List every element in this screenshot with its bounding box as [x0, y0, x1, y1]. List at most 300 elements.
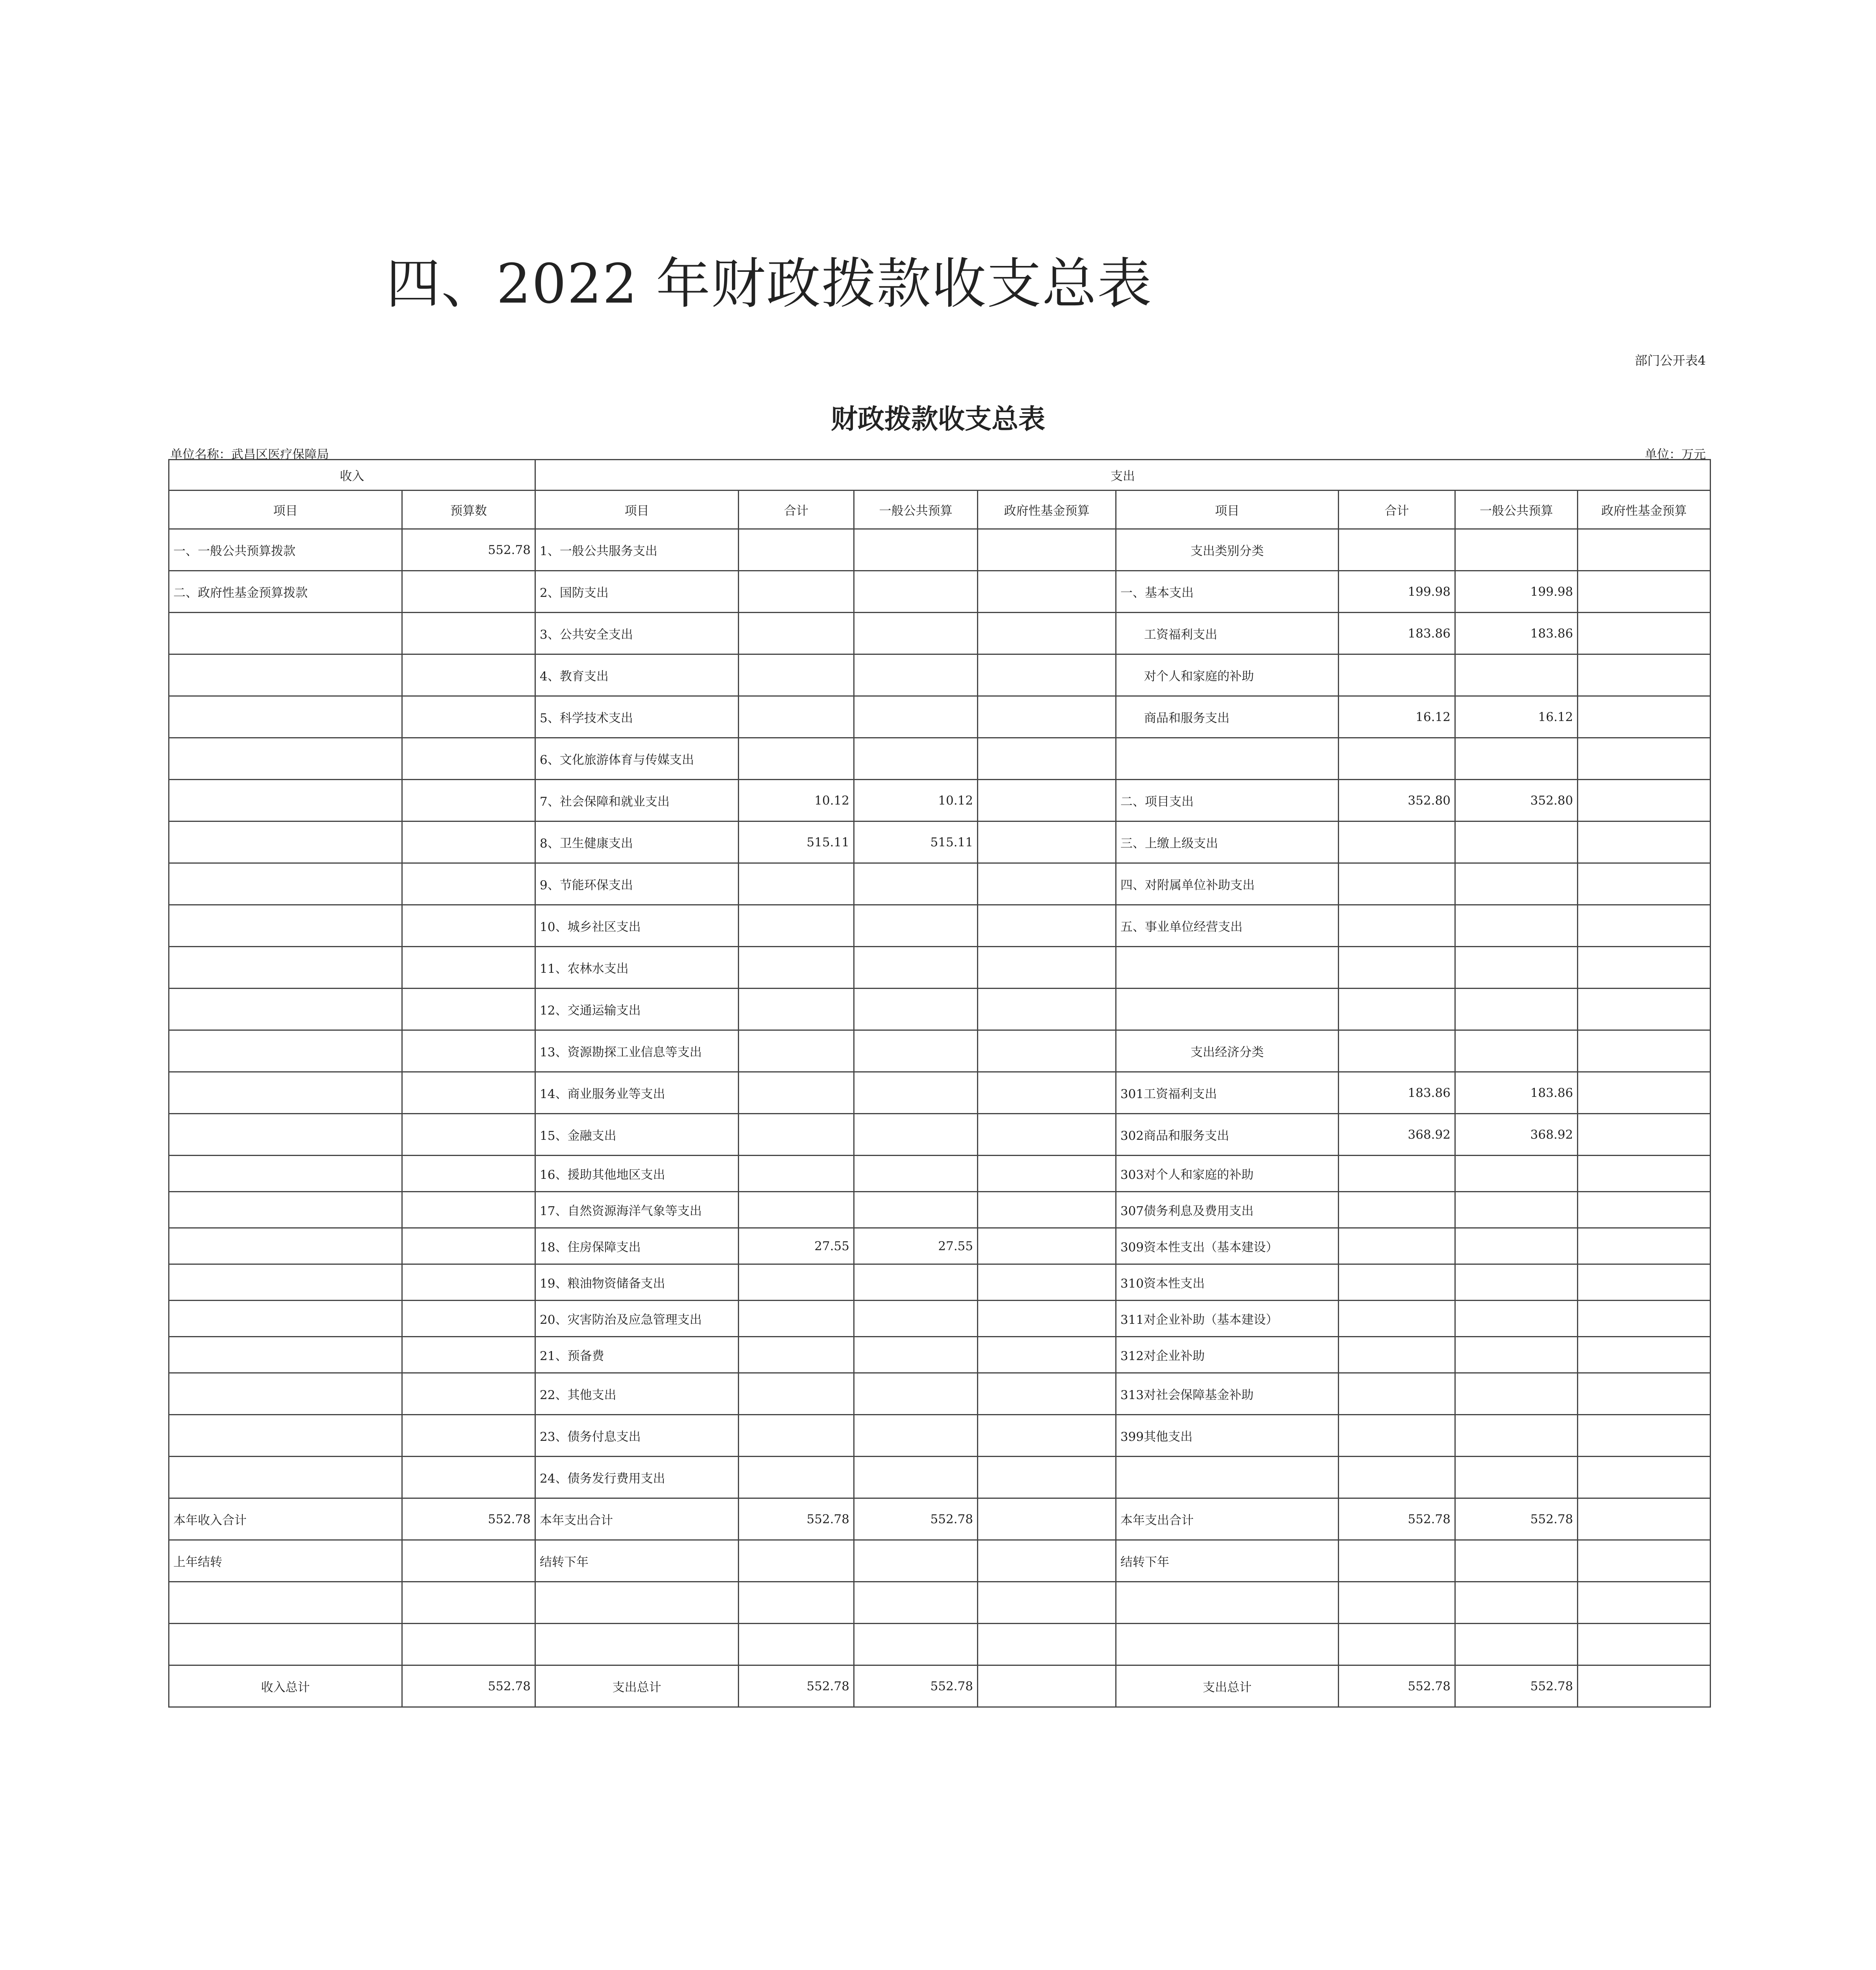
cell-cat-general: 183.86: [1455, 613, 1578, 654]
cell-income-item: [169, 738, 402, 780]
cell-cat-item: [1116, 947, 1339, 989]
cell-income-item: [169, 989, 402, 1030]
cell-cat-fund: [1578, 905, 1711, 947]
cell-func-item: 13、资源勘探工业信息等支出: [535, 1030, 739, 1072]
table-row: [169, 1264, 1711, 1301]
cell-func-item: 9、节能环保支出: [535, 863, 739, 905]
col-header-cat-total: 合计: [1339, 491, 1455, 529]
cell-func-total: [739, 1301, 854, 1337]
cell-cat-total: [1339, 1582, 1455, 1624]
cell-income-amount: 552.78: [402, 529, 535, 571]
cell-func-fund: [978, 738, 1116, 780]
cell-cat-item: 310资本性支出: [1116, 1264, 1339, 1301]
table-row: [169, 696, 1711, 738]
cell-func-item: 10、城乡社区支出: [535, 905, 739, 947]
cell-cat-fund: [1578, 1030, 1711, 1072]
cell-func-total: [739, 1192, 854, 1228]
unit-name: 单位名称：武昌区医疗保障局: [170, 448, 329, 462]
table-row: [169, 821, 1711, 863]
cell-cat-general: [1455, 1415, 1578, 1457]
cell-income-amount: [402, 1192, 535, 1228]
cell-func-total: [739, 989, 854, 1030]
cell-func-fund: [978, 905, 1116, 947]
cell-cat-total: [1339, 821, 1455, 863]
cell-income-amount: [402, 571, 535, 613]
cell-func-general: [854, 571, 978, 613]
cell-cat-total: 183.86: [1339, 613, 1455, 654]
cell-cat-total: [1339, 1192, 1455, 1228]
column-header-row: [169, 491, 1711, 529]
cell-cat-total: [1339, 1457, 1455, 1498]
cell-income-item: 上年结转: [169, 1540, 402, 1582]
cell-cat-item: 本年支出合计: [1116, 1498, 1339, 1540]
cell-cat-total: [1339, 1415, 1455, 1457]
cell-func-fund: [978, 571, 1116, 613]
cell-cat-general: [1455, 863, 1578, 905]
cell-income-amount: [402, 780, 535, 821]
cell-cat-fund: [1578, 989, 1711, 1030]
cell-income-amount: [402, 1415, 535, 1457]
cell-cat-item: 301工资福利支出: [1116, 1072, 1339, 1114]
cell-func-general: [854, 1264, 978, 1301]
cell-cat-general: [1455, 1301, 1578, 1337]
cell-cat-total: [1339, 1156, 1455, 1192]
cell-cat-total: 552.78: [1339, 1665, 1455, 1707]
cell-func-total: [739, 1373, 854, 1415]
col-header-func-total: 合计: [739, 491, 854, 529]
cell-func-fund: [978, 696, 1116, 738]
table-row: [169, 613, 1711, 654]
cell-func-item: 1、一般公共服务支出: [535, 529, 739, 571]
table-row: [169, 905, 1711, 947]
cell-func-general: [854, 738, 978, 780]
cell-income-amount: [402, 1624, 535, 1665]
cell-func-item: [535, 1582, 739, 1624]
cell-cat-general: [1455, 1582, 1578, 1624]
cell-func-item: 16、援助其他地区支出: [535, 1156, 739, 1192]
cell-cat-item: 399其他支出: [1116, 1415, 1339, 1457]
cell-func-fund: [978, 821, 1116, 863]
cell-cat-fund: [1578, 1072, 1711, 1114]
cell-func-fund: [978, 1415, 1116, 1457]
col-header-func-fund: 政府性基金预算: [978, 491, 1116, 529]
cell-func-total: [739, 1415, 854, 1457]
table-row: [169, 1072, 1711, 1114]
table-row: [169, 1624, 1711, 1665]
cell-func-fund: [978, 1457, 1116, 1498]
cell-cat-fund: [1578, 1498, 1711, 1540]
cell-func-item: 14、商业服务业等支出: [535, 1072, 739, 1114]
cell-cat-fund: [1578, 1337, 1711, 1373]
cell-func-item: 12、交通运输支出: [535, 989, 739, 1030]
table-row: [169, 571, 1711, 613]
cell-func-total: [739, 1030, 854, 1072]
table-row: [169, 1337, 1711, 1373]
cell-func-general: [854, 1415, 978, 1457]
cell-cat-general: [1455, 1624, 1578, 1665]
income-header: 收入: [169, 460, 535, 491]
cell-cat-total: [1339, 1624, 1455, 1665]
cell-cat-item: [1116, 1457, 1339, 1498]
cell-cat-general: [1455, 947, 1578, 989]
cell-cat-fund: [1578, 529, 1711, 571]
cell-cat-general: 552.78: [1455, 1498, 1578, 1540]
cell-func-total: [739, 1114, 854, 1156]
cell-income-amount: [402, 1540, 535, 1582]
cell-cat-general: 552.78: [1455, 1665, 1578, 1707]
cell-cat-general: [1455, 905, 1578, 947]
cell-cat-item: 311对企业补助（基本建设）: [1116, 1301, 1339, 1337]
cell-func-item: 支出总计: [535, 1665, 739, 1707]
cell-func-fund: [978, 1337, 1116, 1373]
cell-func-item: 17、自然资源海洋气象等支出: [535, 1192, 739, 1228]
cell-func-fund: [978, 1072, 1116, 1114]
cell-cat-general: [1455, 1228, 1578, 1264]
cell-func-general: [854, 654, 978, 696]
cell-func-item: 3、公共安全支出: [535, 613, 739, 654]
cell-func-item: 18、住房保障支出: [535, 1228, 739, 1264]
cell-cat-general: [1455, 529, 1578, 571]
cell-cat-fund: [1578, 1301, 1711, 1337]
cell-cat-item: 302商品和服务支出: [1116, 1114, 1339, 1156]
cell-income-amount: [402, 1072, 535, 1114]
cell-income-item: [169, 1624, 402, 1665]
cell-func-total: [739, 1072, 854, 1114]
table-row: [169, 1415, 1711, 1457]
cell-cat-item: 对个人和家庭的补助: [1116, 654, 1339, 696]
table-row: [169, 1582, 1711, 1624]
col-header-income-item: 项目: [169, 491, 402, 529]
cell-cat-item: 商品和服务支出: [1116, 696, 1339, 738]
cell-func-general: [854, 905, 978, 947]
cell-cat-fund: [1578, 1156, 1711, 1192]
cell-income-item: [169, 1192, 402, 1228]
cell-func-fund: [978, 1624, 1116, 1665]
table-row: [169, 1540, 1711, 1582]
col-header-cat-general: 一般公共预算: [1455, 491, 1578, 529]
cell-cat-total: [1339, 529, 1455, 571]
cell-cat-fund: [1578, 696, 1711, 738]
cell-func-total: [739, 613, 854, 654]
cell-func-fund: [978, 1498, 1116, 1540]
cell-cat-general: [1455, 1030, 1578, 1072]
cell-cat-item: 支出总计: [1116, 1665, 1339, 1707]
cell-cat-item: 支出类别分类: [1116, 529, 1339, 571]
cell-income-amount: [402, 863, 535, 905]
cell-func-fund: [978, 1540, 1116, 1582]
cell-income-amount: [402, 1301, 535, 1337]
cell-func-total: [739, 947, 854, 989]
cell-cat-fund: [1578, 1665, 1711, 1707]
cell-income-amount: [402, 696, 535, 738]
cell-func-fund: [978, 529, 1116, 571]
cell-func-total: 27.55: [739, 1228, 854, 1264]
cell-func-fund: [978, 1582, 1116, 1624]
cell-income-item: [169, 696, 402, 738]
cell-func-fund: [978, 654, 1116, 696]
cell-income-item: [169, 1072, 402, 1114]
cell-cat-item: [1116, 1624, 1339, 1665]
cell-income-amount: [402, 905, 535, 947]
cell-func-fund: [978, 1156, 1116, 1192]
cell-income-amount: 552.78: [402, 1665, 535, 1707]
cell-func-general: [854, 613, 978, 654]
cell-func-fund: [978, 1030, 1116, 1072]
cell-cat-item: [1116, 1582, 1339, 1624]
cell-func-general: 515.11: [854, 821, 978, 863]
table-row: [169, 1498, 1711, 1540]
table-row: [169, 1301, 1711, 1337]
cell-income-amount: [402, 989, 535, 1030]
cell-func-fund: [978, 1114, 1116, 1156]
cell-func-fund: [978, 1192, 1116, 1228]
cell-cat-total: [1339, 905, 1455, 947]
cell-income-amount: [402, 654, 535, 696]
col-header-cat-item: 项目: [1116, 491, 1339, 529]
budget-summary-table: [168, 459, 1711, 1708]
cell-cat-general: 16.12: [1455, 696, 1578, 738]
cell-func-general: 10.12: [854, 780, 978, 821]
cell-cat-item: 313对社会保障基金补助: [1116, 1373, 1339, 1415]
table-row: [169, 1192, 1711, 1228]
cell-func-general: [854, 1540, 978, 1582]
table-row: [169, 989, 1711, 1030]
cell-income-item: 一、一般公共预算拨款: [169, 529, 402, 571]
cell-income-item: 本年收入合计: [169, 1498, 402, 1540]
cell-func-total: [739, 1457, 854, 1498]
cell-cat-item: 307债务利息及费用支出: [1116, 1192, 1339, 1228]
table-row: [169, 1457, 1711, 1498]
cell-cat-item: 一、基本支出: [1116, 571, 1339, 613]
cell-func-total: [739, 571, 854, 613]
cell-func-total: [739, 1582, 854, 1624]
cell-func-general: 552.78: [854, 1665, 978, 1707]
cell-income-item: [169, 1373, 402, 1415]
cell-func-item: 4、教育支出: [535, 654, 739, 696]
cell-func-item: 23、债务付息支出: [535, 1415, 739, 1457]
cell-cat-general: 199.98: [1455, 571, 1578, 613]
cell-func-general: [854, 1072, 978, 1114]
cell-func-general: [854, 1624, 978, 1665]
cell-cat-general: 352.80: [1455, 780, 1578, 821]
cell-income-item: [169, 821, 402, 863]
table-row: [169, 1228, 1711, 1264]
cell-income-amount: [402, 1264, 535, 1301]
cell-func-item: 8、卫生健康支出: [535, 821, 739, 863]
cell-func-item: 11、农林水支出: [535, 947, 739, 989]
cell-cat-total: 368.92: [1339, 1114, 1455, 1156]
cell-income-amount: [402, 1030, 535, 1072]
section-header-row: [169, 460, 1711, 491]
cell-func-total: [739, 863, 854, 905]
cell-cat-general: [1455, 1373, 1578, 1415]
cell-cat-item: [1116, 738, 1339, 780]
cell-cat-total: 183.86: [1339, 1072, 1455, 1114]
cell-cat-total: [1339, 1373, 1455, 1415]
cell-cat-total: [1339, 1337, 1455, 1373]
cell-cat-general: [1455, 654, 1578, 696]
cell-income-amount: 552.78: [402, 1498, 535, 1540]
cell-income-item: [169, 780, 402, 821]
table-row: [169, 1156, 1711, 1192]
cell-income-amount: [402, 738, 535, 780]
cell-cat-fund: [1578, 1457, 1711, 1498]
cell-func-total: 552.78: [739, 1665, 854, 1707]
cell-cat-general: 368.92: [1455, 1114, 1578, 1156]
table-row: [169, 738, 1711, 780]
col-header-cat-fund: 政府性基金预算: [1578, 491, 1711, 529]
cell-func-item: 7、社会保障和就业支出: [535, 780, 739, 821]
table-row: [169, 863, 1711, 905]
table-row: [169, 1030, 1711, 1072]
cell-cat-fund: [1578, 1192, 1711, 1228]
col-header-func-item: 项目: [535, 491, 739, 529]
col-header-income-budget: 预算数: [402, 491, 535, 529]
cell-func-general: [854, 1582, 978, 1624]
cell-func-general: [854, 1373, 978, 1415]
cell-func-general: [854, 1114, 978, 1156]
cell-cat-total: [1339, 1228, 1455, 1264]
cell-cat-general: [1455, 738, 1578, 780]
cell-func-general: [854, 1457, 978, 1498]
cell-func-fund: [978, 947, 1116, 989]
cell-income-item: [169, 1337, 402, 1373]
cell-func-total: [739, 529, 854, 571]
cell-func-item: 19、粮油物资储备支出: [535, 1264, 739, 1301]
cell-func-item: 24、债务发行费用支出: [535, 1457, 739, 1498]
cell-income-amount: [402, 1582, 535, 1624]
cell-cat-fund: [1578, 613, 1711, 654]
cell-income-amount: [402, 1228, 535, 1264]
cell-cat-total: [1339, 1540, 1455, 1582]
cell-income-item: [169, 1301, 402, 1337]
cell-cat-fund: [1578, 1540, 1711, 1582]
unit-label: 单位：万元: [1645, 448, 1706, 462]
table-title: 财政拨款收支总表: [830, 404, 1045, 435]
cell-func-general: 27.55: [854, 1228, 978, 1264]
cell-cat-general: 183.86: [1455, 1072, 1578, 1114]
cell-cat-fund: [1578, 1415, 1711, 1457]
cell-cat-item: 四、对附属单位补助支出: [1116, 863, 1339, 905]
cell-cat-fund: [1578, 1114, 1711, 1156]
cell-income-item: 二、政府性基金预算拨款: [169, 571, 402, 613]
cell-func-total: 552.78: [739, 1498, 854, 1540]
cell-func-total: [739, 1540, 854, 1582]
cell-func-item: [535, 1624, 739, 1665]
cell-func-total: [739, 905, 854, 947]
table-row: [169, 654, 1711, 696]
cell-cat-total: [1339, 1030, 1455, 1072]
cell-func-total: 515.11: [739, 821, 854, 863]
cell-cat-item: 工资福利支出: [1116, 613, 1339, 654]
cell-func-total: [739, 696, 854, 738]
cell-func-fund: [978, 613, 1116, 654]
cell-cat-item: 309资本性支出（基本建设）: [1116, 1228, 1339, 1264]
cell-func-fund: [978, 1373, 1116, 1415]
cell-income-amount: [402, 1156, 535, 1192]
cell-cat-total: [1339, 1264, 1455, 1301]
cell-cat-general: [1455, 1337, 1578, 1373]
table-row: [169, 1665, 1711, 1707]
cell-func-general: [854, 1337, 978, 1373]
cell-income-amount: [402, 1457, 535, 1498]
cell-cat-item: 五、事业单位经营支出: [1116, 905, 1339, 947]
cell-cat-fund: [1578, 1373, 1711, 1415]
cell-cat-total: [1339, 989, 1455, 1030]
cell-cat-general: [1455, 989, 1578, 1030]
cell-income-item: [169, 1415, 402, 1457]
cell-income-item: [169, 1156, 402, 1192]
cell-func-total: [739, 1337, 854, 1373]
table-row: [169, 780, 1711, 821]
cell-func-item: 5、科学技术支出: [535, 696, 739, 738]
cell-cat-item: 结转下年: [1116, 1540, 1339, 1582]
cell-income-item: [169, 1228, 402, 1264]
col-header-func-general: 一般公共预算: [854, 491, 978, 529]
cell-income-item: [169, 947, 402, 989]
cell-cat-item: 303对个人和家庭的补助: [1116, 1156, 1339, 1192]
cell-func-item: 15、金融支出: [535, 1114, 739, 1156]
cell-cat-item: 支出经济分类: [1116, 1030, 1339, 1072]
cell-income-item: [169, 654, 402, 696]
cell-func-general: [854, 1192, 978, 1228]
cell-income-item: 收入总计: [169, 1665, 402, 1707]
cell-func-total: [739, 1624, 854, 1665]
cell-cat-total: 199.98: [1339, 571, 1455, 613]
cell-cat-fund: [1578, 571, 1711, 613]
cell-func-item: 结转下年: [535, 1540, 739, 1582]
cell-func-general: [854, 696, 978, 738]
cell-func-item: 21、预备费: [535, 1337, 739, 1373]
cell-income-item: [169, 1457, 402, 1498]
cell-income-amount: [402, 1373, 535, 1415]
cell-cat-fund: [1578, 780, 1711, 821]
table-row: [169, 1373, 1711, 1415]
table-code: 部门公开表4: [1635, 353, 1706, 368]
cell-func-fund: [978, 780, 1116, 821]
expense-header: 支出: [535, 460, 1711, 491]
cell-cat-fund: [1578, 738, 1711, 780]
cell-cat-total: 552.78: [1339, 1498, 1455, 1540]
cell-cat-item: 三、上缴上级支出: [1116, 821, 1339, 863]
cell-cat-general: [1455, 1192, 1578, 1228]
cell-income-item: [169, 1264, 402, 1301]
cell-func-total: [739, 654, 854, 696]
cell-func-total: [739, 1264, 854, 1301]
cell-func-fund: [978, 1264, 1116, 1301]
cell-cat-fund: [1578, 1228, 1711, 1264]
cell-cat-fund: [1578, 947, 1711, 989]
table-body: [169, 529, 1711, 1707]
cell-func-general: [854, 863, 978, 905]
cell-cat-fund: [1578, 1624, 1711, 1665]
cell-cat-general: [1455, 1457, 1578, 1498]
cell-func-total: 10.12: [739, 780, 854, 821]
cell-func-fund: [978, 1301, 1116, 1337]
cell-cat-item: [1116, 989, 1339, 1030]
cell-func-general: [854, 1030, 978, 1072]
cell-cat-fund: [1578, 863, 1711, 905]
cell-income-amount: [402, 821, 535, 863]
cell-cat-general: [1455, 1540, 1578, 1582]
cell-cat-general: [1455, 1264, 1578, 1301]
cell-cat-fund: [1578, 654, 1711, 696]
cell-func-item: 20、灾害防治及应急管理支出: [535, 1301, 739, 1337]
cell-func-general: [854, 989, 978, 1030]
cell-func-general: 552.78: [854, 1498, 978, 1540]
cell-func-general: [854, 529, 978, 571]
cell-func-item: 2、国防支出: [535, 571, 739, 613]
